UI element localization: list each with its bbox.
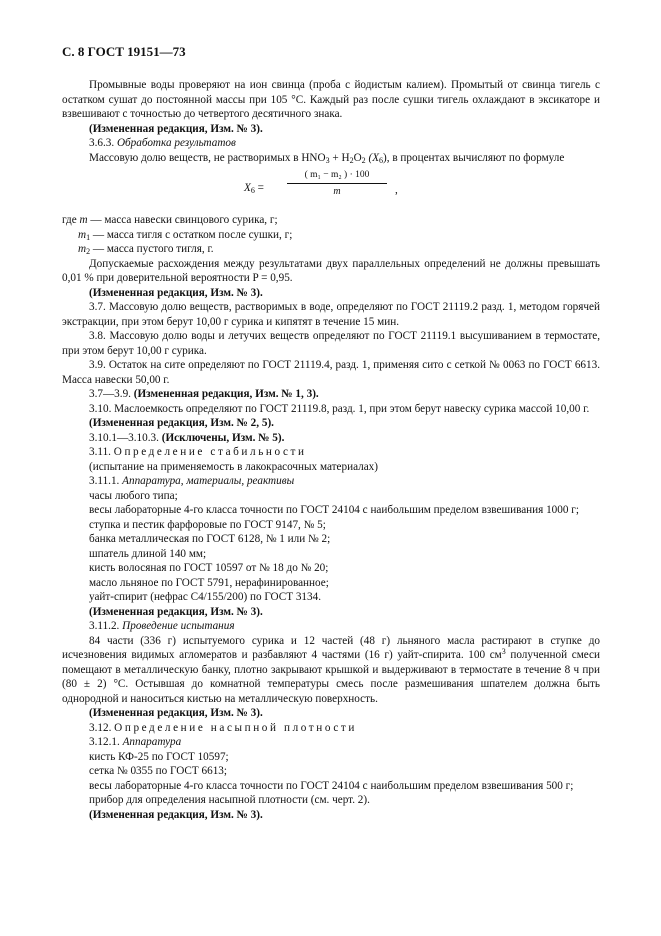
section-number: 3.11.2. <box>89 620 123 632</box>
section-3-6-3 <box>62 136 600 151</box>
list-item: шпатель длиной 140 мм; <box>89 547 207 560</box>
text-fragment: + H <box>329 151 350 164</box>
section-number: 3.12. <box>89 721 115 734</box>
section-number: 3.12.1. <box>89 736 123 748</box>
paragraph-rinse: Промывные воды проверяют на ион свинца (проба с йодистым калием). Промытый от свинца тигель с остатком сушат до постоянной массы при 105 °С. Каждый раз после сушки тигель охлаждают в эксикаторе и взвешивают с точностью до четвертого десятичного знака. <box>62 79 600 120</box>
legend-var: m <box>79 214 88 226</box>
subscript: 6 <box>379 155 384 165</box>
list-item: ступка и пестик фарфоровые по ГОСТ 9147, № 5; <box>89 518 326 531</box>
text-fragment: Массовую долю веществ, не растворимых в HNO <box>89 151 326 164</box>
list-item: банка металлическая по ГОСТ 6128, № 1 или № 2; <box>89 533 331 545</box>
section-3-8: 3.8. Массовую долю воды и летучих веществ определяют по ГОСТ 21119.1 высушиванием в термостате, при этом берут 10,00 г сурика. <box>62 330 600 357</box>
amendment-note: (Измененная редакция, Изм. № 3). <box>89 122 263 135</box>
list-item: весы лабораторные 4-го класса точности по ГОСТ 24104 с наибольшим пределом взвешивания 500 г; <box>89 779 574 792</box>
section-number: 3.11.1. <box>89 475 123 487</box>
list-item: часы любого типа; <box>89 489 178 502</box>
text-fragment: O <box>353 151 362 164</box>
section-3-7-3-9 <box>62 387 600 402</box>
list-item: кисть волосяная по ГОСТ 10597 от № 18 до № 20; <box>89 562 329 574</box>
section-title: Проведение испытания <box>122 620 235 632</box>
paragraph-insoluble <box>62 151 600 166</box>
superscript: 3 <box>501 647 506 656</box>
page-header: С. 8 ГОСТ 19151—73 <box>62 44 186 59</box>
section-title: Определение насыпной плотности <box>114 721 357 734</box>
text-fragment: (X <box>365 151 380 164</box>
section-number: 3.11. <box>89 446 114 458</box>
section-3-10-1 <box>62 431 600 446</box>
section-3-9: 3.9. Остаток на сите определяют по ГОСТ 21119.4, разд. 1, применяя сито с сеткой № 0063 по ГОСТ 6613. Масса навески 50,00 г. <box>62 359 600 386</box>
text-fragment: ), в процентах вычисляют по формуле <box>383 151 565 164</box>
section-number: 3.7—3.9. <box>89 388 134 400</box>
document-page <box>62 44 600 822</box>
formula-equals: = <box>257 182 264 194</box>
formula-sub: 6 <box>250 186 255 195</box>
legend-var: m <box>78 243 87 255</box>
list-item: кисть КФ-25 по ГОСТ 10597; <box>89 750 229 763</box>
amendment-note: (Измененная редакция, Изм. № 3). <box>89 286 263 299</box>
subscript: 2 <box>361 155 366 165</box>
formula-var: X <box>244 182 251 194</box>
section-title: Аппаратура, материалы, реактивы <box>122 475 295 487</box>
section-3-11 <box>62 445 600 460</box>
legend-sub: 2 <box>86 247 91 256</box>
legend-sub: 1 <box>86 232 91 242</box>
section-3-7: 3.7. Массовую долю веществ, растворимых в воде, определяют по ГОСТ 21119.2 разд. 1, методом горячей экстракции, при этом берут 10,00 г сурика и кипятят в течение 15 мин. <box>62 301 600 328</box>
formula-comma: , <box>395 184 398 196</box>
section-title: Обработка результатов <box>116 137 236 149</box>
amendment-note: (Измененная редакция, Изм. № 1, 3). <box>133 388 319 400</box>
formula-lhs <box>244 181 264 196</box>
section-3-11-2 <box>62 619 600 634</box>
formula-fraction <box>287 169 387 198</box>
text-fragment: полученной смеси помещают в металлическую банку, плотно закрывают крышкой и выдерживают в термостате в течение 8 ч при (80 ± 2) °С. Остывшая до комнатной температуры смесь после размешивания шпателем должна быть однородной и наноситься кистью на металлическую поверхность. <box>62 649 600 705</box>
legend-intro: где <box>62 214 80 226</box>
section-3-10: 3.10. Маслоемкость определяют по ГОСТ 21119.8, разд. 1, при этом берут навеску сурика массой 10,00 г. <box>89 402 590 415</box>
section-number: 3.6.3. <box>89 137 115 149</box>
formula-x6 <box>62 169 600 211</box>
section-number: 3.10.1—3.10.3. <box>89 431 162 444</box>
list-item: масло льняное по ГОСТ 5791, нерафинированное; <box>89 576 329 589</box>
formula-numerator: ( m₁ − m₂ ) · 100 <box>287 169 387 184</box>
subscript: 2 <box>349 155 354 165</box>
list-item: сетка № 0355 по ГОСТ 6613; <box>89 765 227 777</box>
amendment-note: (Измененная редакция, Изм. № 3). <box>89 605 263 618</box>
legend-text: — масса навески свинцового сурика, г; <box>87 214 278 226</box>
legend-text: — масса пустого тигля, г. <box>90 243 214 255</box>
paragraph-test-procedure <box>62 634 600 707</box>
list-item: весы лабораторные 4-го класса точности по ГОСТ 24104 с наибольшим пределом взвешивания 1000 г; <box>89 504 579 516</box>
section-title: Определение стабильности <box>113 446 307 458</box>
section-3-12 <box>62 721 600 736</box>
section-3-11-1 <box>62 474 600 489</box>
list-item: уайт-спирит (нефрас С4/155/200) по ГОСТ 3134. <box>89 591 322 603</box>
text-fragment: 84 части (336 г) испытуемого сурика и 12 частей (48 г) льняного масла растирают в ступке до исчезновения видимых агломератов и разбавляют 4 частями (16 г) уайт-спирита. 100 см <box>62 634 600 661</box>
legend-row <box>62 242 600 257</box>
section-3-11-subtitle: (испытание на применяемость в лакокрасочных материалах) <box>89 460 378 473</box>
paragraph-tolerance: Допускаемые расхождения между результатами двух параллельных определений не должны превышать 0,01 % при доверительной вероятности P = 0,95. <box>62 257 600 284</box>
amendment-note: (Измененная редакция, Изм. № 3). <box>89 808 263 821</box>
section-3-12-1 <box>62 735 600 750</box>
legend-row <box>62 213 600 228</box>
amendment-note: (Измененная редакция, Изм. № 2, 5). <box>89 417 274 429</box>
formula-denominator: m <box>333 186 341 197</box>
amendment-note: (Исключены, Изм. № 5). <box>161 431 285 444</box>
subscript: 3 <box>325 155 330 165</box>
legend-text: — масса тигля с остатком после сушки, г; <box>90 228 293 241</box>
list-item: прибор для определения насыпной плотности (см. черт. 2). <box>89 794 370 806</box>
section-title: Аппаратура <box>122 736 182 748</box>
amendment-note: (Измененная редакция, Изм. № 3). <box>89 707 263 719</box>
legend-row <box>62 228 600 243</box>
legend-var: m <box>78 228 87 241</box>
